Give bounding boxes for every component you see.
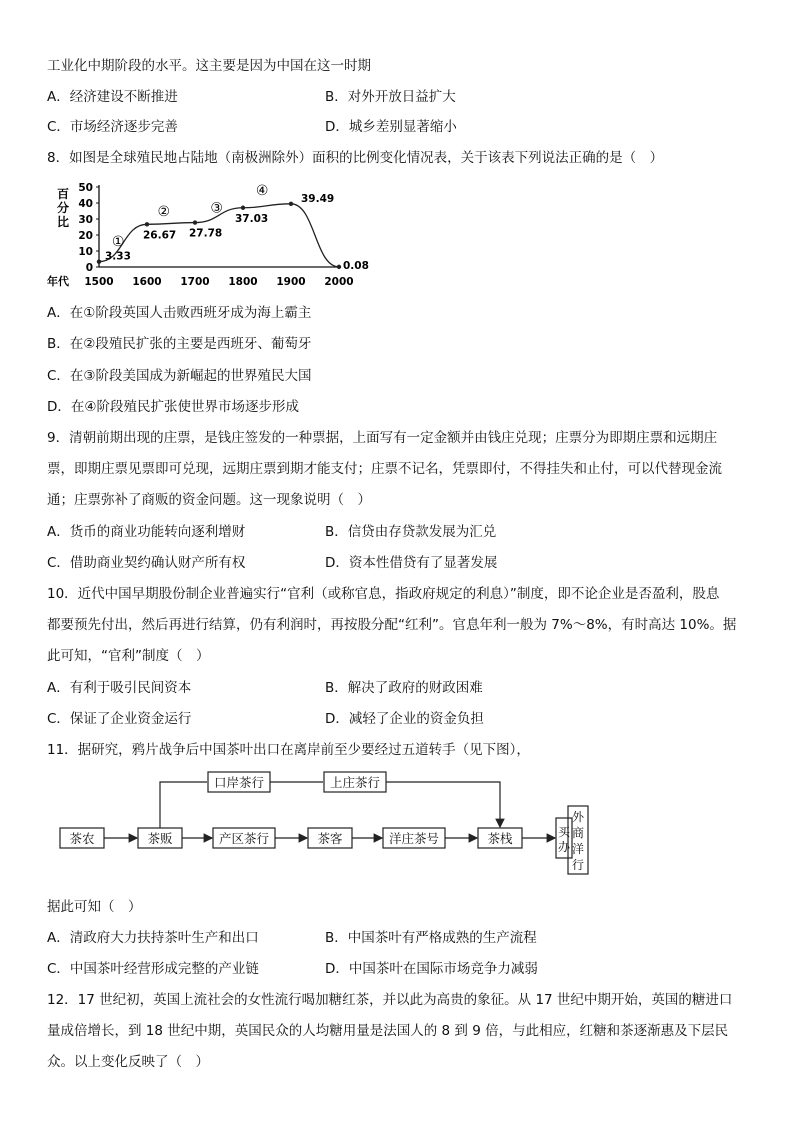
flow-text-foreign-tea: 洋庄茶号	[388, 831, 440, 846]
data-label: 37.03	[235, 212, 269, 225]
stage-marker: ②	[157, 203, 171, 220]
flow-text-foreign-firm-char: 外	[571, 810, 585, 824]
q9-stem-line3: 通；庄票弥补了商贩的资金问题。这一现象说明（ ）	[47, 492, 371, 508]
flow-text-upper-firm: 上庄茶行	[329, 775, 381, 790]
data-label: 26.67	[143, 229, 177, 242]
q7-option-d: D．城乡差别显著缩小	[325, 119, 457, 135]
colony-chart	[44, 178, 374, 296]
data-point	[97, 259, 101, 263]
q10-stem-line3: 此可知，“官利”制度（ ）	[47, 648, 210, 664]
y-tick-label: 0	[85, 262, 93, 274]
y-axis-label: 比	[56, 215, 70, 229]
y-tick-label: 50	[78, 182, 93, 194]
flow-text-guest: 茶客	[317, 831, 343, 846]
q9-stem-line2: 票，即期庄票见票即可兑现，远期庄票到期才能支付；庄票不记名，凭票即付，不得挂失和止付，可以代替现金流	[47, 461, 722, 477]
q8-option-b: B．在②段殖民扩张的主要是西班牙、葡萄牙	[47, 336, 312, 352]
x-tick-label: 2000	[324, 276, 354, 288]
q10-option-a: A．有利于吸引民间资本	[47, 680, 192, 696]
flow-text-foreign-firm-char: 洋	[571, 842, 585, 856]
q11-after: 据此可知（ ）	[47, 899, 142, 915]
q11-option-c: C．中国茶叶经营形成完整的产业链	[47, 961, 259, 977]
flow-text-foreign-firm-char: 商	[571, 826, 585, 840]
x-axis-label: 年代	[47, 275, 69, 288]
data-label: 3.33	[105, 250, 131, 263]
flow-text-trader: 茶贩	[147, 831, 173, 846]
q10-option-d: D．减轻了企业的资金负担	[325, 711, 484, 727]
y-axis-label: 分	[56, 201, 70, 215]
flow-text-comprador-char: 买	[557, 825, 571, 839]
y-tick-label: 20	[78, 230, 93, 242]
x-tick-label: 1500	[84, 276, 114, 288]
data-point	[289, 202, 293, 206]
flow-text-foreign-firm-char: 行	[571, 858, 585, 872]
data-point	[145, 222, 149, 226]
data-label: 0.08	[343, 259, 369, 272]
q10-stem-line1: 10．近代中国早期股份制企业普遍实行“官利（或称官息，指政府规定的利息）”制度，即不论企业是否盈利，股息	[47, 586, 720, 602]
data-point	[241, 206, 245, 210]
q7-option-a: A．经济建设不断推进	[47, 89, 178, 105]
q8-stem: 8．如图是全球殖民地占陆地（南极洲除外）面积的比例变化情况表，关于该表下列说法正确的是（ ）	[47, 150, 664, 166]
q9-option-b: B．信贷由存贷款发展为汇兑	[325, 524, 497, 540]
flow-text-farmer: 茶农	[69, 831, 95, 846]
q8-option-c: C．在③阶段美国成为新崛起的世界殖民大国	[47, 368, 312, 384]
q11-option-d: D．中国茶叶在国际市场竞争力减弱	[325, 961, 538, 977]
q12-stem-line3: 众。以上变化反映了（ ）	[47, 1054, 209, 1070]
q7-option-c: C．市场经济逐步完善	[47, 119, 178, 135]
q7-option-b: B．对外开放日益扩大	[325, 89, 456, 105]
q9-option-c: C．借助商业契约确认财产所有权	[47, 555, 246, 571]
y-tick-label: 40	[78, 198, 93, 210]
q9-stem-line1: 9．清朝前期出现的庄票，是钱庄签发的一种票据，上面写有一定金额并由钱庄兑现；庄票分为即期庄票和远期庄	[47, 430, 718, 446]
x-tick-label: 1700	[180, 276, 210, 288]
flow-text-comprador-char: 办	[557, 840, 571, 854]
stage-marker: ③	[210, 200, 223, 217]
intro-line: 工业化中期阶段的水平。这主要是因为中国在这一时期	[47, 58, 371, 74]
q9-option-a: A．货币的商业功能转向逐利增财	[47, 524, 246, 540]
q12-stem-line1: 12．17 世纪初，英国上流社会的女性流行喝加糖红茶，并以此为高贵的象征。从 17 世纪中期开始，英国的糖进口	[47, 992, 733, 1008]
q11-stem: 11．据研究，鸦片战争后中国茶叶出口在离岸前至少要经过五道转手（见下图），	[47, 742, 530, 758]
tea-flow-diagram	[58, 766, 598, 884]
q11-option-b: B．中国茶叶有严格成熟的生产流程	[325, 930, 537, 946]
stage-marker: ①	[111, 234, 125, 251]
q10-stem-line2: 都要预先付出，然后再进行结算，仍有利润时，再按股分配“红利”。官息年利一般为 7%～8%，有时高达 10%。据	[47, 617, 737, 633]
y-axis-label: 百	[56, 187, 70, 201]
q8-option-a: A．在①阶段英国人击败西班牙成为海上霸主	[47, 305, 312, 321]
flow-text-port-firm: 口岸茶行	[213, 775, 265, 790]
q10-option-c: C．保证了企业资金运行	[47, 711, 192, 727]
flow-text-prod-firm: 产区茶行	[218, 831, 270, 846]
data-label: 39.49	[301, 192, 335, 205]
x-tick-label: 1600	[132, 276, 162, 288]
data-point	[193, 220, 197, 224]
data-point	[337, 265, 341, 269]
data-label: 27.78	[189, 227, 223, 240]
y-tick-label: 30	[78, 214, 93, 226]
x-tick-label: 1900	[276, 276, 306, 288]
x-tick-label: 1800	[228, 276, 258, 288]
q11-option-a: A．清政府大力扶持茶叶生产和出口	[47, 930, 259, 946]
q9-option-d: D．资本性借贷有了显著发展	[325, 555, 498, 571]
stage-marker: ④	[255, 183, 269, 199]
flow-text-warehouse: 茶栈	[487, 831, 513, 846]
q12-stem-line2: 量成倍增长，到 18 世纪中期，英国民众的人均糖用量是法国人的 8 到 9 倍，与此相应，红糖和茶逐渐惠及下层民	[47, 1023, 729, 1039]
q10-option-b: B．解决了政府的财政困难	[325, 680, 483, 696]
q8-option-d: D．在④阶段殖民扩张使世界市场逐步形成	[47, 399, 299, 415]
y-tick-label: 10	[78, 246, 93, 258]
